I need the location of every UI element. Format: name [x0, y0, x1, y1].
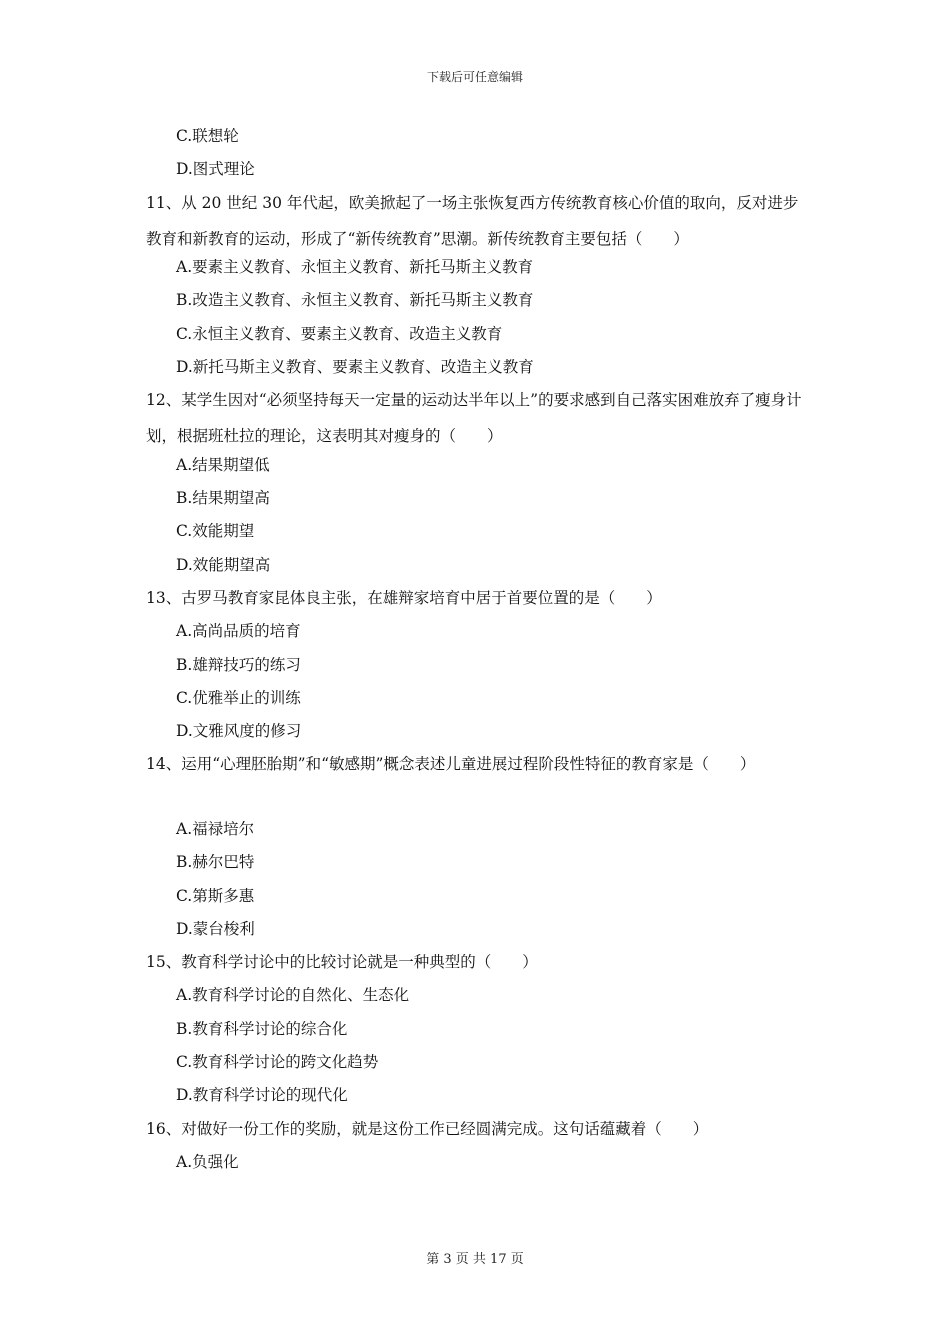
option-item: D.新托马斯主义教育、要素主义教育、改造主义教育 — [176, 357, 534, 376]
question-12: 12、某学生因对“必须坚持每天一定量的运动达半年以上”的要求感到自己落实困难放弃了瘦身计划，根据班杜拉的理论，这表明其对瘦身的（ ） — [146, 391, 802, 446]
question-15: 15、教育科学讨论中的比较讨论就是一种典型的（ ） — [146, 953, 538, 972]
option-item: C.联想轮 — [176, 127, 239, 145]
option-item: D.教育科学讨论的现代化 — [176, 1086, 348, 1105]
option-item: D.蒙台梭利 — [176, 919, 255, 938]
question-13: 13、古罗马教育家昆体良主张，在雄辩家培育中居于首要位置的是（ ） — [146, 588, 662, 607]
option-item: B.结果期望高 — [176, 489, 270, 508]
page-header: 下载后可任意编辑 — [426, 70, 523, 84]
option-item: A.要素主义教育、永恒主义教育、新托马斯主义教育 — [176, 258, 534, 277]
option-item: C.效能期望 — [176, 522, 255, 541]
option-item: D.文雅风度的修习 — [176, 722, 302, 741]
option-item: B.教育科学讨论的综合化 — [176, 1019, 348, 1038]
option-item: A.高尚品质的培育 — [176, 622, 301, 641]
option-item: C.教育科学讨论的跨文化趋势 — [176, 1053, 379, 1072]
question-16: 16、对做好一份工作的奖励，就是这份工作已经圆满完成。这句话蕴藏着（ ） — [146, 1119, 709, 1138]
page-footer: 第 3 页 共 17 页 — [426, 1252, 524, 1267]
question-14: 14、运用“心理胚胎期”和“敏感期”概念表述儿童进展过程阶段性特征的教育家是（ ） — [146, 755, 756, 774]
option-item: D.效能期望高 — [176, 555, 271, 574]
option-item: C.优雅举止的训练 — [176, 688, 301, 707]
option-item: A.负强化 — [176, 1152, 239, 1171]
option-item: B.改造主义教育、永恒主义教育、新托马斯主义教育 — [176, 291, 534, 310]
option-item: B.雄辩技巧的练习 — [176, 655, 301, 674]
option-item: A.结果期望低 — [176, 455, 270, 474]
option-item: A.福禄培尔 — [176, 819, 255, 838]
option-item: C.永恒主义教育、要素主义教育、改造主义教育 — [176, 324, 503, 343]
question-list — [146, 124, 810, 1183]
option-item: B.赫尔巴特 — [176, 853, 255, 872]
option-item: A.教育科学讨论的自然化、生态化 — [176, 986, 410, 1005]
option-item: C.第斯多惠 — [176, 886, 255, 905]
question-11: 11、从 20 世纪 30 年代起，欧美掀起了一场主张恢复西方传统教育核心价值的取向，反对进步教育和新教育的运动，形成了“新传统教育”思潮。新传统教育主要包括（ ） — [146, 193, 799, 248]
option-item: D.图式理论 — [176, 160, 255, 179]
